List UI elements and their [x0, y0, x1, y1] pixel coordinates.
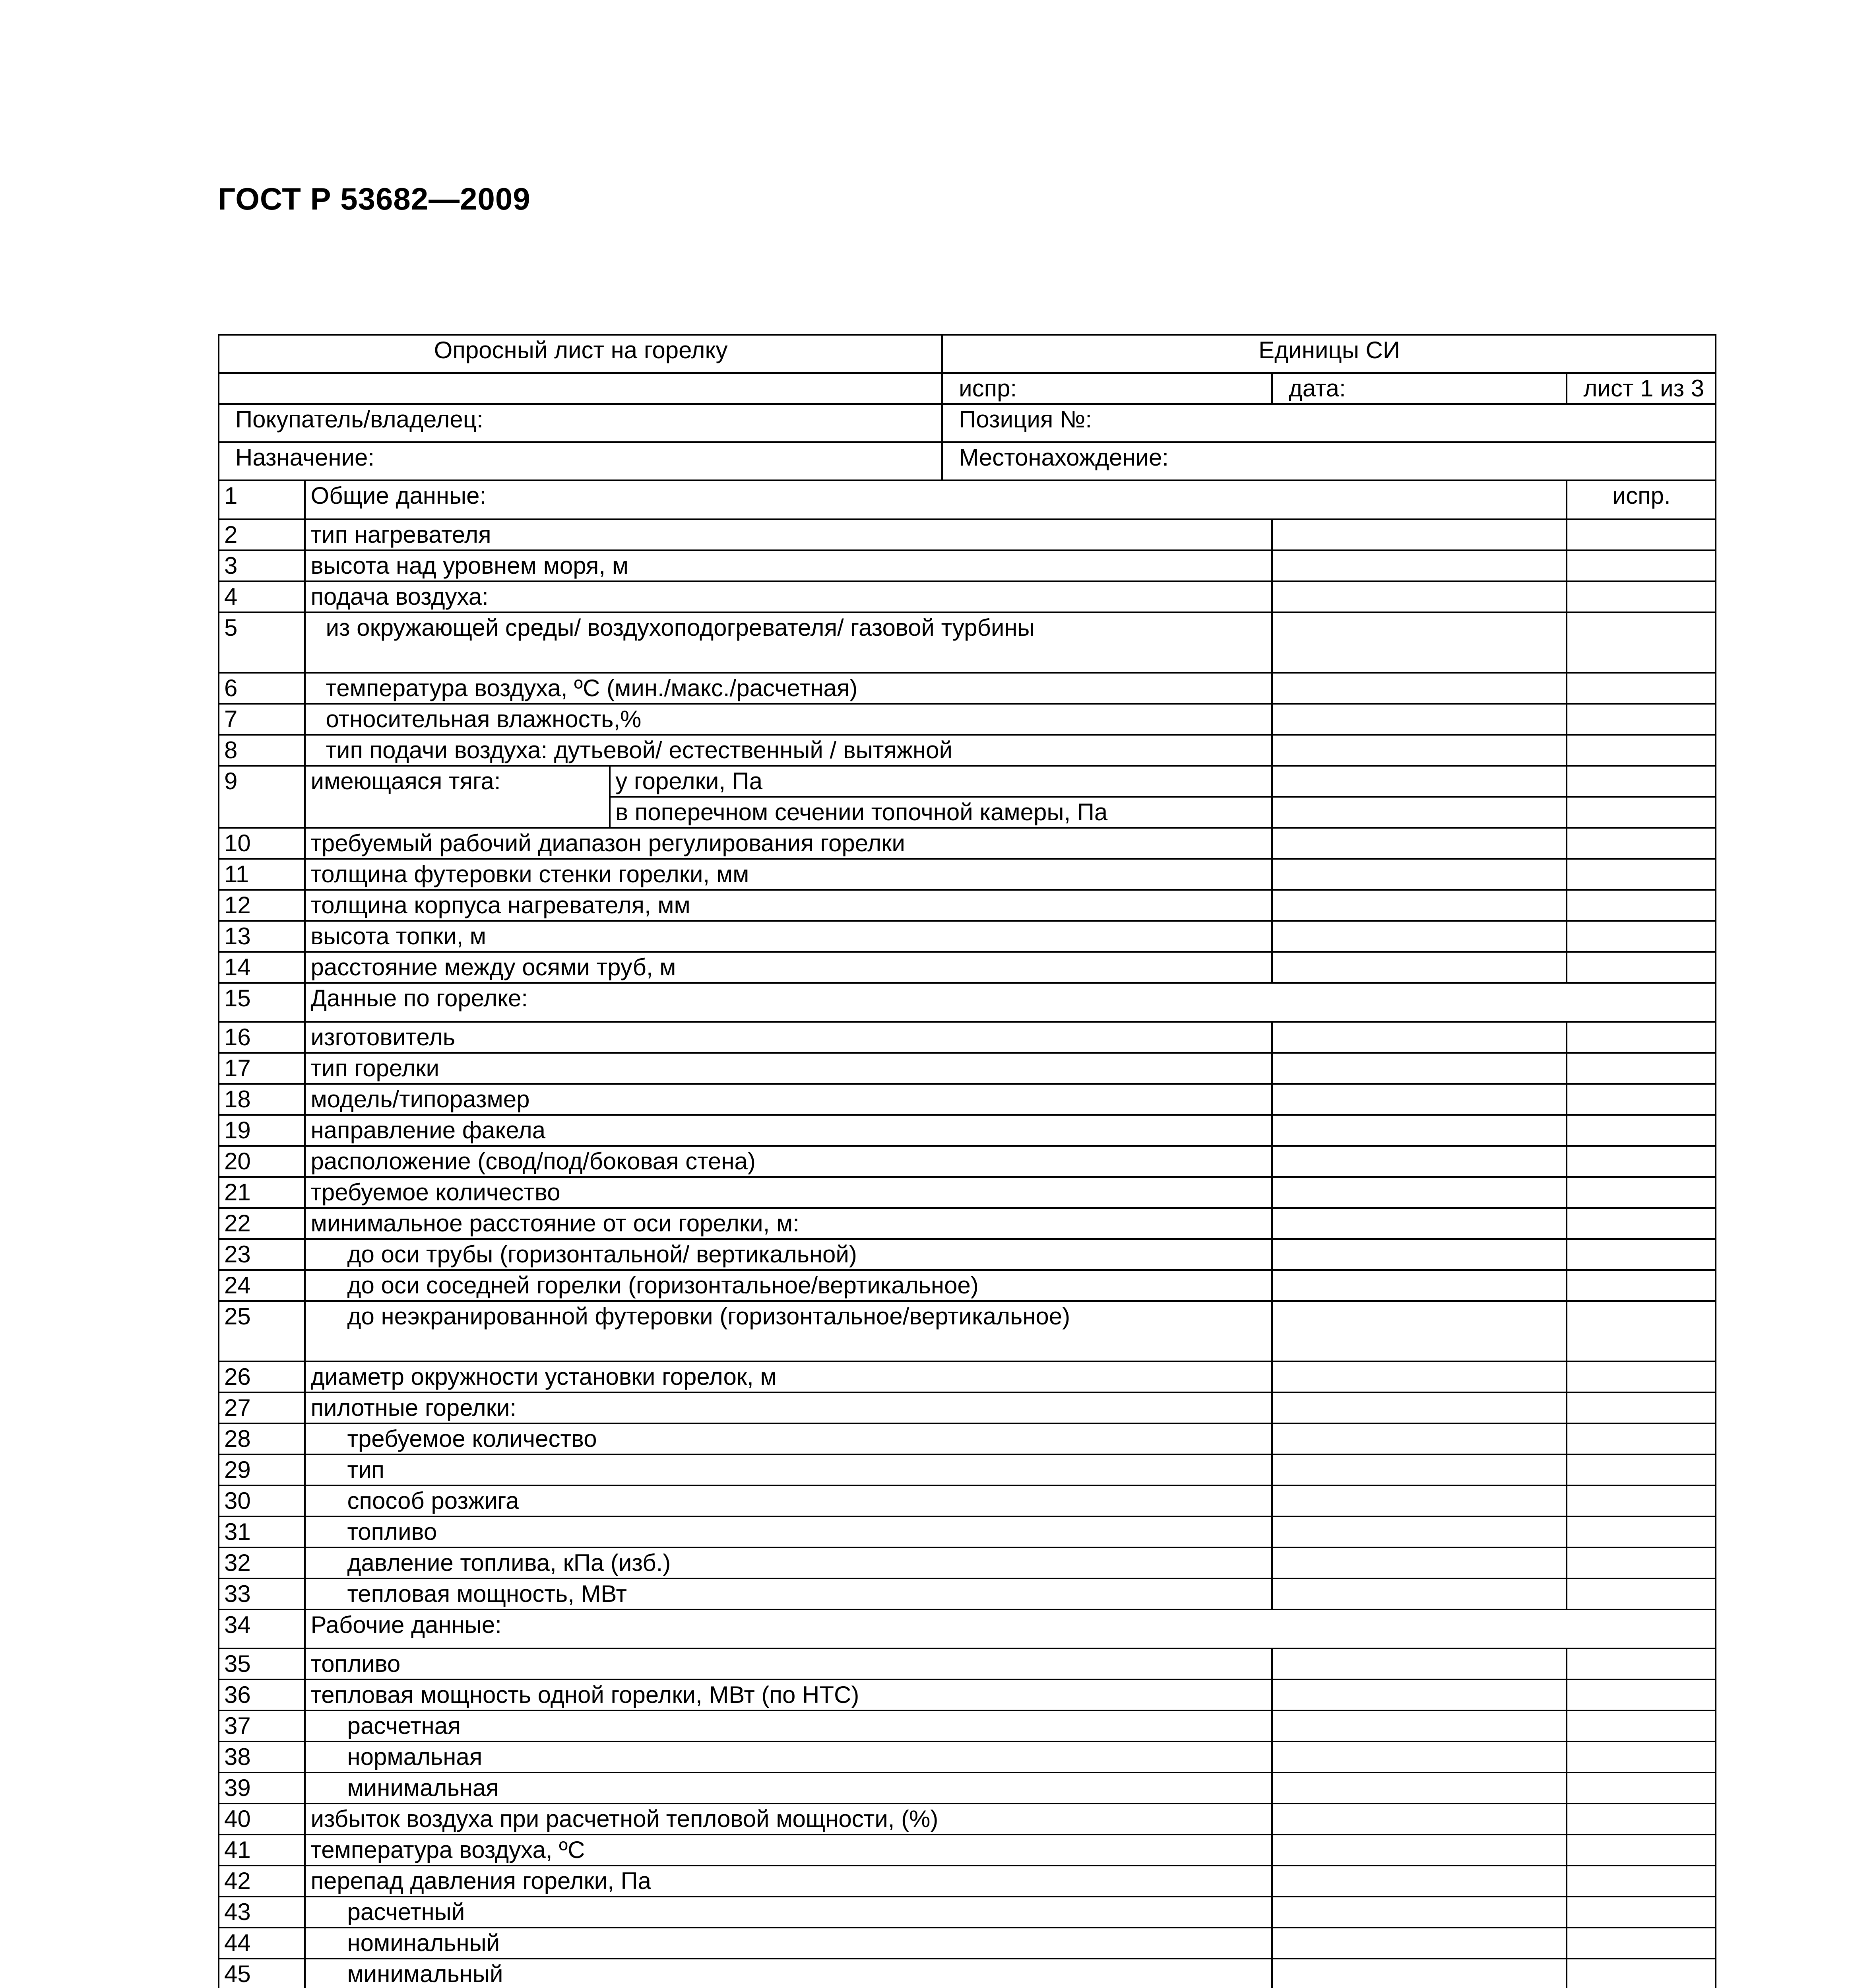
row-number: 7 — [219, 704, 305, 735]
row-label: пилотные горелки: — [305, 1392, 1272, 1423]
table-row — [219, 581, 1716, 612]
units-label: Единицы СИ — [942, 335, 1716, 373]
table-row — [219, 1897, 1716, 1928]
ispr-field[interactable] — [1567, 797, 1716, 828]
date-label: дата: — [1272, 373, 1567, 404]
table-row — [219, 1609, 1716, 1648]
table-row — [219, 480, 1716, 519]
table-row — [219, 1804, 1716, 1835]
row-number: 44 — [219, 1928, 305, 1959]
table-row — [219, 921, 1716, 952]
value-field[interactable] — [1272, 612, 1567, 673]
table-row — [219, 1301, 1716, 1361]
row-label: тип нагревателя — [305, 519, 1272, 550]
value-field[interactable] — [1272, 1516, 1567, 1547]
row-label: толщина футеровки стенки горелки, мм — [305, 859, 1272, 890]
row-number: 35 — [219, 1648, 305, 1679]
row-number: 13 — [219, 921, 305, 952]
table-row — [219, 673, 1716, 704]
row-label: требуемое количество — [305, 1423, 1272, 1454]
form-title: Опросный лист на горелку — [219, 335, 942, 373]
row-number: 1 — [219, 480, 305, 519]
row-label: тип горелки — [305, 1053, 1272, 1084]
value-field[interactable] — [1272, 1115, 1567, 1146]
row-label: требуемый рабочий диапазон регулирования горелки — [305, 828, 1272, 859]
value-field[interactable] — [1272, 1710, 1567, 1741]
ispr-field[interactable] — [1567, 859, 1716, 890]
table-row — [219, 952, 1716, 983]
value-field[interactable] — [1272, 1454, 1567, 1485]
row-number: 45 — [219, 1959, 305, 1988]
row-number: 25 — [219, 1301, 305, 1361]
value-field[interactable] — [1272, 921, 1567, 952]
value-field[interactable] — [1272, 735, 1567, 766]
ispr-field[interactable] — [1567, 1516, 1716, 1547]
row-label: расчетный — [305, 1897, 1272, 1928]
ispr-field[interactable] — [1567, 1177, 1716, 1208]
value-field[interactable] — [1272, 890, 1567, 921]
ispr-field[interactable] — [1567, 766, 1716, 797]
ispr-field[interactable] — [1567, 1022, 1716, 1053]
value-field[interactable] — [1272, 550, 1567, 581]
ispr-field[interactable] — [1567, 1866, 1716, 1897]
row-label: до неэкранированной футеровки (горизонтальное/вертикальное) — [305, 1301, 1272, 1361]
value-field[interactable] — [1272, 704, 1567, 735]
row-number: 19 — [219, 1115, 305, 1146]
value-field[interactable] — [1272, 1270, 1567, 1301]
ispr-field[interactable] — [1567, 1301, 1716, 1361]
row-number: 34 — [219, 1609, 305, 1648]
table-row — [219, 1928, 1716, 1959]
row-label: имеющаяся тяга: — [305, 766, 610, 828]
section-heading — [305, 983, 1716, 1022]
row-label: температура воздуха, ºС (мин./макс./расчетная) — [305, 673, 1272, 704]
value-field[interactable] — [1272, 1208, 1567, 1239]
ispr-field[interactable] — [1567, 1547, 1716, 1578]
ispr-field[interactable] — [1567, 1897, 1716, 1928]
table-row — [219, 1959, 1716, 1988]
row-number: 29 — [219, 1454, 305, 1485]
value-field[interactable] — [1272, 1679, 1567, 1710]
row-label: тепловая мощность, МВт — [305, 1578, 1272, 1609]
value-field[interactable] — [1272, 952, 1567, 983]
ispr-field[interactable] — [1567, 1741, 1716, 1773]
ispr-field[interactable] — [1567, 1146, 1716, 1177]
ispr-field[interactable] — [1567, 1648, 1716, 1679]
value-field[interactable] — [1272, 766, 1567, 797]
row-label: топливо — [305, 1648, 1272, 1679]
row-label: расположение (свод/под/боковая стена) — [305, 1146, 1272, 1177]
table-row — [219, 1177, 1716, 1208]
row-label: высота топки, м — [305, 921, 1272, 952]
row-number: 32 — [219, 1547, 305, 1578]
section-heading-text: Рабочие данные: — [310, 1611, 502, 1638]
row-number: 43 — [219, 1897, 305, 1928]
table-row — [219, 1115, 1716, 1146]
table-row — [219, 1208, 1716, 1239]
row-number: 41 — [219, 1835, 305, 1866]
row-label: перепад давления горелки, Па — [305, 1866, 1272, 1897]
ispr-field[interactable] — [1567, 1115, 1716, 1146]
row-label: требуемое количество — [305, 1177, 1272, 1208]
ispr-field[interactable] — [1567, 1208, 1716, 1239]
ispr-field[interactable] — [1567, 1423, 1716, 1454]
row-number: 24 — [219, 1270, 305, 1301]
row-number: 17 — [219, 1053, 305, 1084]
ispr-field[interactable] — [1567, 1804, 1716, 1835]
ispr-field[interactable] — [1567, 735, 1716, 766]
value-field[interactable] — [1272, 1741, 1567, 1773]
row-number: 38 — [219, 1741, 305, 1773]
ispr-field[interactable] — [1567, 828, 1716, 859]
ispr-field[interactable] — [1567, 581, 1716, 612]
sheet-label: лист 1 из 3 — [1567, 373, 1716, 404]
table-row — [219, 1022, 1716, 1053]
row-number: 39 — [219, 1773, 305, 1804]
table-row — [219, 612, 1716, 673]
section-heading — [305, 1609, 1716, 1648]
row-label: минимальный — [305, 1959, 1272, 1988]
row-label: тип — [305, 1454, 1272, 1485]
table-row — [219, 766, 1716, 797]
value-field[interactable] — [1272, 797, 1567, 828]
value-field[interactable] — [1272, 1392, 1567, 1423]
row-number: 36 — [219, 1679, 305, 1710]
row-number: 8 — [219, 735, 305, 766]
table-row — [219, 550, 1716, 581]
table-row — [219, 1485, 1716, 1516]
table-row — [219, 1547, 1716, 1578]
row-number: 15 — [219, 983, 305, 1022]
table-row — [219, 1084, 1716, 1115]
table-row — [219, 519, 1716, 550]
row-label: до оси трубы (горизонтальной/ вертикальной) — [305, 1239, 1272, 1270]
table-row — [219, 1835, 1716, 1866]
value-field[interactable] — [1272, 1084, 1567, 1115]
row-number: 3 — [219, 550, 305, 581]
row-number: 5 — [219, 612, 305, 673]
value-field[interactable] — [1272, 1022, 1567, 1053]
position-field[interactable]: Позиция №: — [942, 404, 1716, 442]
row-label: избыток воздуха при расчетной тепловой мощности, (%) — [305, 1804, 1272, 1835]
row-number: 42 — [219, 1866, 305, 1897]
ispr-field[interactable] — [1567, 550, 1716, 581]
table-row — [219, 704, 1716, 735]
table-row — [219, 1053, 1716, 1084]
row-label: толщина корпуса нагревателя, мм — [305, 890, 1272, 921]
ispr-field[interactable] — [1567, 1710, 1716, 1741]
row-sublabel: в поперечном сечении топочной камеры, Па — [610, 797, 1272, 828]
row-number: 14 — [219, 952, 305, 983]
row-label: модель/типоразмер — [305, 1084, 1272, 1115]
ispr-field[interactable] — [1567, 1053, 1716, 1084]
row-number: 40 — [219, 1804, 305, 1835]
value-field[interactable] — [1272, 1866, 1567, 1897]
ispr-field[interactable] — [1567, 1773, 1716, 1804]
value-field[interactable] — [1272, 1959, 1567, 1988]
value-field[interactable] — [1272, 1177, 1567, 1208]
row-number: 16 — [219, 1022, 305, 1053]
row-number: 23 — [219, 1239, 305, 1270]
ispr-field[interactable] — [1567, 952, 1716, 983]
value-field[interactable] — [1272, 1897, 1567, 1928]
value-field[interactable] — [1272, 1648, 1567, 1679]
row-number: 28 — [219, 1423, 305, 1454]
blank-cell — [219, 373, 942, 404]
ispr-field[interactable] — [1567, 921, 1716, 952]
row-number: 12 — [219, 890, 305, 921]
table-row — [219, 1741, 1716, 1773]
row-label: номинальный — [305, 1928, 1272, 1959]
purpose-field[interactable]: Назначение: — [219, 442, 942, 480]
row-label: расстояние между осями труб, м — [305, 952, 1272, 983]
row-label: до оси соседней горелки (горизонтальное/вертикальное) — [305, 1270, 1272, 1301]
row-label: диаметр окружности установки горелок, м — [305, 1361, 1272, 1392]
row-number: 31 — [219, 1516, 305, 1547]
ispr-field[interactable] — [1567, 890, 1716, 921]
ispr-field[interactable] — [1567, 1835, 1716, 1866]
row-number: 2 — [219, 519, 305, 550]
row-number: 30 — [219, 1485, 305, 1516]
row-label: минимальное расстояние от оси горелки, м: — [305, 1208, 1272, 1239]
table-row — [219, 1454, 1716, 1485]
table-row — [219, 1648, 1716, 1679]
ispr-field[interactable] — [1567, 673, 1716, 704]
table-row — [219, 1361, 1716, 1392]
row-number: 37 — [219, 1710, 305, 1741]
value-field[interactable] — [1272, 1239, 1567, 1270]
row-number: 11 — [219, 859, 305, 890]
row-label: температура воздуха, ºС — [305, 1835, 1272, 1866]
row-label: из окружающей среды/ воздухоподогревателя/ газовой турбины — [305, 612, 1272, 673]
value-field[interactable] — [1272, 1423, 1567, 1454]
table-row — [219, 1679, 1716, 1710]
document-code: ГОСТ Р 53682—2009 — [218, 181, 531, 216]
row-label: давление топлива, кПа (изб.) — [305, 1547, 1272, 1578]
value-field[interactable] — [1272, 1835, 1567, 1866]
ispr-field[interactable] — [1567, 1679, 1716, 1710]
value-field[interactable] — [1272, 1301, 1567, 1361]
row-label: нормальная — [305, 1741, 1272, 1773]
value-field[interactable] — [1272, 859, 1567, 890]
table-row — [219, 1239, 1716, 1270]
table-row — [219, 1392, 1716, 1423]
value-field[interactable] — [1272, 1804, 1567, 1835]
value-field[interactable] — [1272, 1053, 1567, 1084]
table-row — [219, 735, 1716, 766]
row-label: направление факела — [305, 1115, 1272, 1146]
row-number: 10 — [219, 828, 305, 859]
section-heading-text: Общие данные: — [310, 482, 487, 509]
row-number: 27 — [219, 1392, 305, 1423]
row-number: 26 — [219, 1361, 305, 1392]
ispr-field[interactable] — [1567, 1392, 1716, 1423]
row-number: 6 — [219, 673, 305, 704]
value-field[interactable] — [1272, 1928, 1567, 1959]
ispr-field[interactable] — [1567, 612, 1716, 673]
table-row — [219, 1710, 1716, 1741]
row-label: тип подачи воздуха: дутьевой/ естественный / вытяжной — [305, 735, 1272, 766]
row-label: высота над уровнем моря, м — [305, 550, 1272, 581]
ispr-column-header: испр. — [1567, 480, 1716, 519]
ispr-field[interactable] — [1567, 1084, 1716, 1115]
value-field[interactable] — [1272, 581, 1567, 612]
section-heading — [305, 480, 1567, 519]
value-field[interactable] — [1272, 1578, 1567, 1609]
row-label: тепловая мощность одной горелки, МВт (по НТС) — [305, 1679, 1272, 1710]
ispr-field[interactable] — [1567, 1485, 1716, 1516]
value-field[interactable] — [1272, 519, 1567, 550]
table-row — [219, 1146, 1716, 1177]
row-label: относительная влажность,% — [305, 704, 1272, 735]
value-field[interactable] — [1272, 828, 1567, 859]
table-row — [219, 890, 1716, 921]
buyer-field[interactable]: Покупатель/владелец: — [219, 404, 942, 442]
table-row — [219, 1578, 1716, 1609]
row-label: подача воздуха: — [305, 581, 1272, 612]
section-heading-text: Данные по горелке: — [310, 985, 528, 1011]
table-row — [219, 1773, 1716, 1804]
row-sublabel: у горелки, Па — [610, 766, 1272, 797]
value-field[interactable] — [1272, 1485, 1567, 1516]
ispr-field[interactable] — [1567, 1928, 1716, 1959]
table-row — [219, 983, 1716, 1022]
ispr-field[interactable] — [1567, 1239, 1716, 1270]
table-row — [219, 1270, 1716, 1301]
ispr-field[interactable] — [1567, 1454, 1716, 1485]
row-label: топливо — [305, 1516, 1272, 1547]
ispr-field[interactable] — [1567, 1361, 1716, 1392]
table-row — [219, 1423, 1716, 1454]
ispr-field[interactable] — [1567, 1270, 1716, 1301]
table-row — [219, 828, 1716, 859]
row-label: расчетная — [305, 1710, 1272, 1741]
row-label: минимальная — [305, 1773, 1272, 1804]
burner-questionnaire-table — [218, 334, 1716, 1988]
row-number: 9 — [219, 766, 305, 828]
value-field[interactable] — [1272, 1146, 1567, 1177]
row-number: 20 — [219, 1146, 305, 1177]
value-field[interactable] — [1272, 1547, 1567, 1578]
row-number: 22 — [219, 1208, 305, 1239]
value-field[interactable] — [1272, 1361, 1567, 1392]
table-row — [219, 1516, 1716, 1547]
row-number: 18 — [219, 1084, 305, 1115]
location-field[interactable]: Местонахождение: — [942, 442, 1716, 480]
row-number: 33 — [219, 1578, 305, 1609]
ispr-field[interactable] — [1567, 1959, 1716, 1988]
table-row — [219, 1866, 1716, 1897]
ispr-label: испр: — [942, 373, 1272, 404]
row-number: 4 — [219, 581, 305, 612]
row-number: 21 — [219, 1177, 305, 1208]
value-field[interactable] — [1272, 1773, 1567, 1804]
ispr-field[interactable] — [1567, 704, 1716, 735]
ispr-field[interactable] — [1567, 1578, 1716, 1609]
table-row — [219, 859, 1716, 890]
row-label: способ розжига — [305, 1485, 1272, 1516]
row-label: изготовитель — [305, 1022, 1272, 1053]
ispr-field[interactable] — [1567, 519, 1716, 550]
value-field[interactable] — [1272, 673, 1567, 704]
